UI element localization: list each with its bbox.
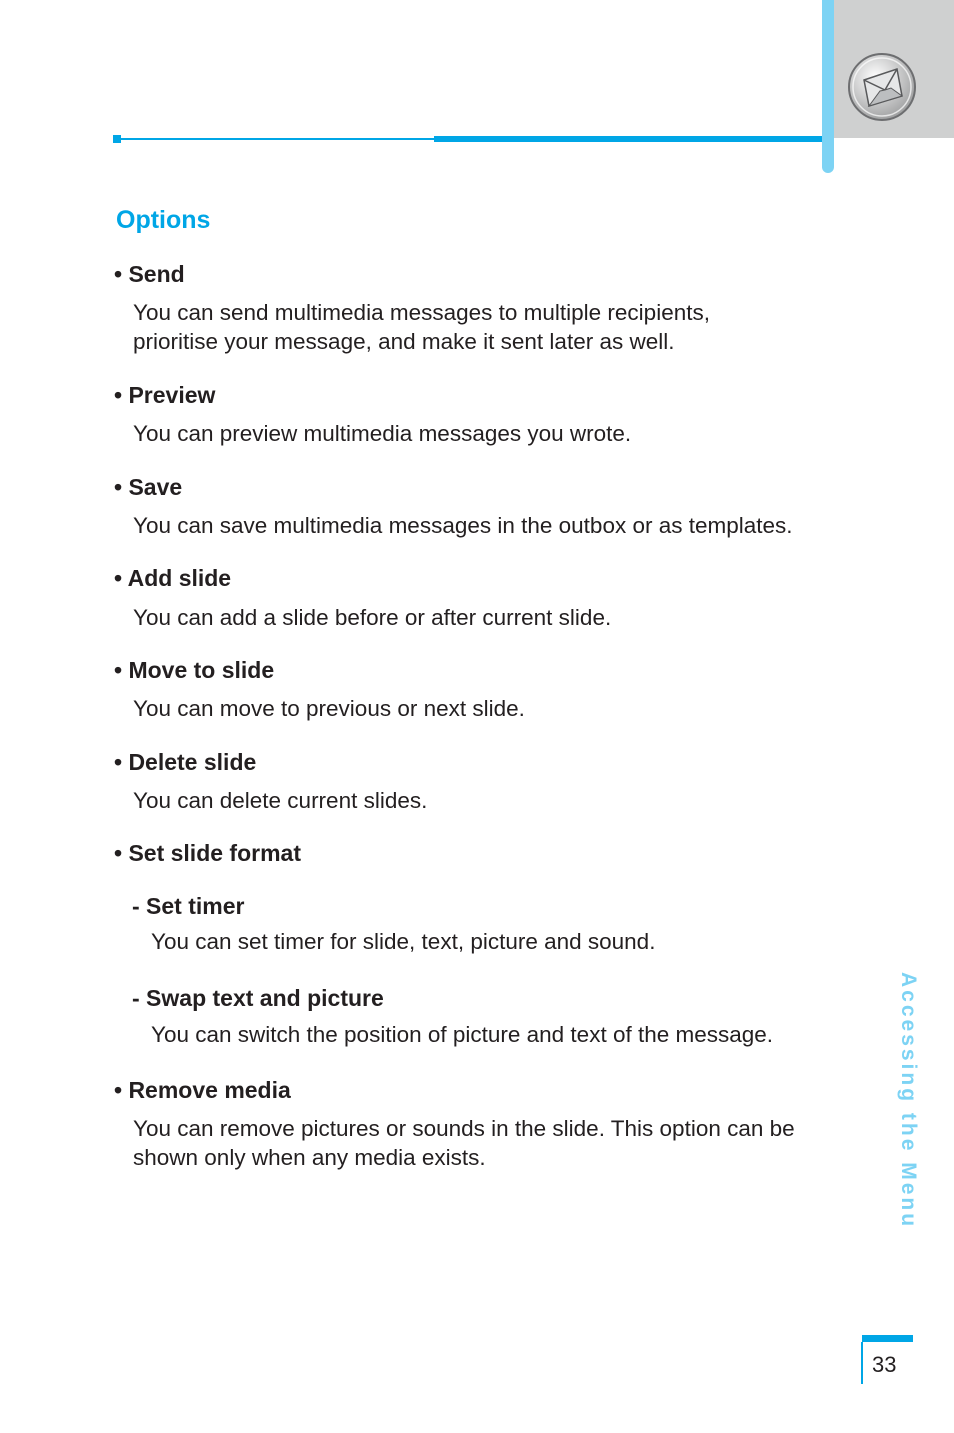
header-rule-thick [434, 136, 824, 142]
option-title: • Save [114, 474, 183, 500]
option-desc: You can remove pictures or sounds in the slide. This option can be [133, 1116, 795, 1141]
option-title: • Move to slide [114, 657, 275, 683]
option-desc: You can move to previous or next slide. [133, 696, 525, 721]
suboption-desc: You can set timer for slide, text, picture and sound. [151, 929, 656, 954]
suboption-desc: You can switch the position of picture and text of the message. [151, 1022, 774, 1047]
header-dot [113, 135, 121, 143]
option-title: • Preview [114, 382, 216, 408]
page-number: 33 [872, 1352, 897, 1377]
option-desc: You can delete current slides. [133, 788, 428, 813]
header-rule-thin [121, 138, 434, 140]
option-desc: You can preview multimedia messages you wrote. [133, 421, 632, 446]
option-desc: You can save multimedia messages in the outbox or as templates. [133, 513, 793, 538]
option-title: • Add slide [114, 565, 232, 591]
header-vertical-bar [822, 0, 834, 173]
section-title: Options [116, 206, 211, 234]
option-desc: shown only when any media exists. [133, 1145, 486, 1170]
option-title: • Send [114, 261, 185, 287]
suboption-title: - Swap text and picture [132, 985, 384, 1011]
page-number-bar [862, 1335, 913, 1342]
page-number-rule [861, 1342, 863, 1384]
option-title: • Set slide format [114, 840, 301, 866]
option-title: • Remove media [114, 1077, 291, 1103]
option-desc: You can send multimedia messages to multiple recipients, [133, 300, 710, 325]
option-desc: You can add a slide before or after current slide. [133, 605, 612, 630]
envelope-icon [847, 52, 917, 122]
suboption-title: - Set timer [132, 893, 245, 919]
chapter-side-label: Accessing the Menu [897, 972, 920, 1230]
option-title: • Delete slide [114, 749, 257, 775]
option-desc: prioritise your message, and make it sent later as well. [133, 329, 675, 354]
